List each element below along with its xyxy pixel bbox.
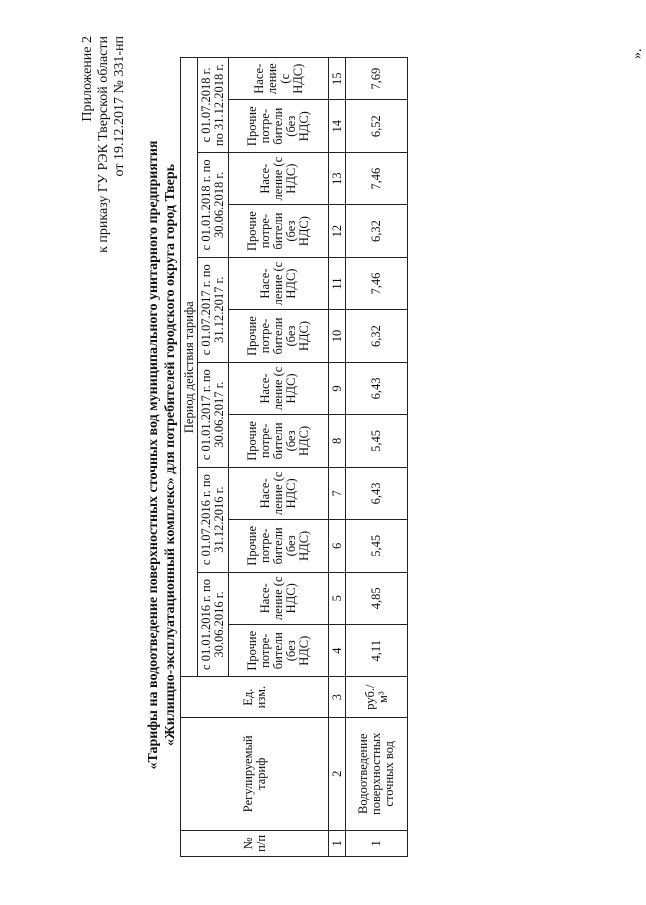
- tariff-value: 6,43: [346, 362, 408, 414]
- tariff-value: 4,11: [346, 625, 408, 677]
- sub-population: Насе- ление (с НДС): [229, 257, 329, 309]
- sub-population: Насе- ление (с НДС): [229, 572, 329, 624]
- table-row: [346, 58, 408, 857]
- tariff-value: 6,52: [346, 100, 408, 152]
- header-unit: Ед. изм.: [181, 677, 329, 717]
- period-label: с 01.01.2016 г. по 30.06.2016 г.: [198, 572, 229, 677]
- period-label: с 01.07.2018 г. по 31.12.2018 г.: [198, 58, 229, 153]
- col-number: 14: [329, 100, 346, 152]
- tariff-value: 4,85: [346, 572, 408, 624]
- col-number: 13: [329, 152, 346, 204]
- sub-population: Насе- ление (с НДС): [229, 58, 329, 100]
- column-number-row: [329, 58, 346, 857]
- row-no: 1: [346, 830, 408, 856]
- row-unit: руб./м³: [346, 677, 408, 717]
- sub-population: Насе- ление (с НДС): [229, 152, 329, 204]
- col-number: 8: [329, 415, 346, 467]
- sub-other: Прочие потре- бители (без НДС): [229, 310, 329, 362]
- sub-population: Насе- ление (с НДС): [229, 467, 329, 519]
- col-number: 7: [329, 467, 346, 519]
- tariff-table: [180, 57, 408, 857]
- col-number: 15: [329, 58, 346, 100]
- appendix-header: [80, 36, 128, 456]
- title-line-1: «Тарифы на водоотведение поверхностных сточных вод муниципального унитарного предприятия: [146, 140, 161, 770]
- closing-quote-mark: ».: [630, 48, 645, 59]
- col-number: 10: [329, 310, 346, 362]
- tariff-value: 6,32: [346, 205, 408, 257]
- sub-other: Прочие потре- бители (без НДС): [229, 100, 329, 152]
- period-label: с 01.07.2016 г. по 31.12.2016 г.: [198, 467, 229, 572]
- col-number: 9: [329, 362, 346, 414]
- title-line-2: «Жилищно-эксплуатационный комплекс» для потребителей городского округа город Тверь: [163, 163, 178, 747]
- document-title: [145, 25, 179, 885]
- tariff-value: 5,45: [346, 520, 408, 572]
- tariff-value: 7,46: [346, 152, 408, 204]
- appendix-label: Приложение 2: [80, 36, 95, 122]
- period-label: с 01.07.2017 г. по 31.12.2017 г.: [198, 257, 229, 362]
- tariff-value: 6,32: [346, 310, 408, 362]
- tariff-value: 7,69: [346, 58, 408, 100]
- col-number: 2: [329, 717, 346, 830]
- header-row-period: [181, 58, 198, 857]
- col-number: 1: [329, 830, 346, 856]
- period-label: с 01.01.2017 г. по 30.06.2017 г.: [198, 362, 229, 467]
- col-number: 5: [329, 572, 346, 624]
- header-tariff: Регулируемый тариф: [181, 717, 329, 830]
- col-number: 3: [329, 677, 346, 717]
- sub-other: Прочие потре- бители (без НДС): [229, 415, 329, 467]
- col-number: 12: [329, 205, 346, 257]
- sub-other: Прочие потре- бители (без НДС): [229, 625, 329, 677]
- tariff-value: 6,43: [346, 467, 408, 519]
- row-tariff: Водоотведение поверхностных сточных вод: [346, 717, 408, 830]
- sub-population: Насе- ление (с НДС): [229, 362, 329, 414]
- tariff-value: 5,45: [346, 415, 408, 467]
- header-no: № п/п: [181, 830, 329, 856]
- sub-other: Прочие потре- бители (без НДС): [229, 205, 329, 257]
- period-label: с 01.01.2018 г. по 30.06.2018 г.: [198, 152, 229, 257]
- appendix-order-date: от 19.12.2017 № 331-нп: [112, 36, 127, 177]
- col-number: 6: [329, 520, 346, 572]
- tariff-value: 7,46: [346, 257, 408, 309]
- header-period: Период действия тарифа: [181, 58, 198, 677]
- appendix-order-ref: к приказу ГУ РЭК Тверской области: [96, 36, 111, 253]
- col-number: 11: [329, 257, 346, 309]
- sub-other: Прочие потре- бители (без НДС): [229, 520, 329, 572]
- col-number: 4: [329, 625, 346, 677]
